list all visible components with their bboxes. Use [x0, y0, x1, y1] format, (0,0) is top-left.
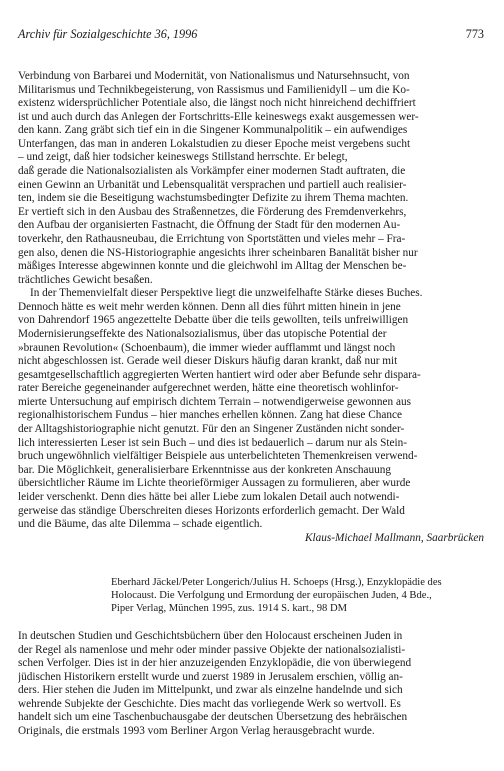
citation-line: Piper Verlag, München 1995, zus. 1914 S. kart., 98 DM	[111, 602, 348, 614]
text-line: Modernisierungseffekte des Nationalsozialismus, über das utopische Potential der	[18, 327, 387, 340]
text-line: schen Verfolger. Dies ist in der hier anzuzeigenden Enzyklopädie, die von überwiegend	[18, 657, 412, 670]
review-paragraph-2	[18, 287, 486, 531]
text-line: Verbindung von Barbarei und Modernität, von Nationalismus und Natursehnsucht, von	[18, 70, 410, 82]
reviewer-signature: Klaus-Michael Mallmann, Saarbrücken	[304, 531, 484, 544]
text-line: bruch ungewöhnlich vielfältiger Beispiele aus unterbelichteten Themenkreisen verwend-	[18, 450, 418, 463]
text-line: trächtliches Gewicht besaßen.	[18, 273, 153, 286]
text-line: der Alltagshistoriographie nicht genutzt. Für den an Singener Zuständen nicht sonder-	[18, 423, 405, 436]
text-line: In der Themenvielfalt dieser Perspektive liegt die unzweifelhafte Stärke dieses Buches.	[30, 287, 423, 300]
text-line: In deutschen Studien und Geschichtsbüchern über den Holocaust erscheinen Juden in	[18, 630, 403, 642]
text-line: rater Bereiche gegeneinander aufgerechnet werden, hätte eine theoretisch wohlinfor-	[18, 382, 399, 395]
text-line: einen Gewinn an Urbanität und Lebensqualität versprachen und partiell auch realisier-	[18, 178, 407, 191]
book-citation	[111, 577, 487, 616]
text-line: bar. Die Möglichkeit, generalisierbare Erkenntnisse aus der konkreten Anschauung	[18, 463, 392, 476]
text-line: ders. Hier stehen die Juden im Mittelpunkt, und zwar als einzelne handelnde und sich	[18, 684, 403, 697]
text-line: den Aufbau der organisierten Fastnacht, die Öffnung der Stadt für den modernen Au-	[18, 219, 401, 232]
text-line: »braunen Revolution« (Schoenbaum), die immer wieder aufflammt und längst noch	[18, 341, 396, 354]
journal-title: Archiv für Sozialgeschichte 36, 1996	[18, 27, 198, 41]
text-line: Unterfangen, das man in anderen Lokalstudien zu dieser Epoche meist vergebens sucht	[18, 137, 411, 150]
text-line: ist und auch durch das Anlegen der Fortschritts-Elle keineswegs exakt ausgemessen wer-	[18, 110, 419, 123]
text-line: Er vertieft sich in den Ausbau des Straßennetzes, die Förderung des Fremdenverkehrs,	[18, 205, 407, 218]
text-line: handelt sich um eine Taschenbuchausgabe der deutschen Übersetzung des hebräischen	[18, 711, 408, 724]
text-line: mierte Untersuchung auf empirisch dichtem Terrain – notwendigerweise gewonnen aus	[18, 395, 411, 408]
text-line: existenz widersprüchlicher Potentiale also, die längst noch nicht hinreichend dechiffriert	[18, 97, 416, 110]
text-line: Militarismus und Technikbegeisterung, von Rassismus und Familienidyll – um die Ko-	[18, 83, 410, 96]
text-line: Dennoch hätte es weit mehr werden können. Denn all dies führt mitten hinein in jene	[18, 300, 401, 313]
review-paragraph-1	[18, 70, 486, 287]
text-line: wehrende Subjekte der Geschichte. Dies macht das vorliegende Werk so wertvoll. Es	[18, 697, 401, 710]
text-line: der Regel als namenlose und mehr oder minder passive Objekte der nationalsozialisti-	[18, 643, 406, 656]
text-line: übersichtlicher Räume im Lichte theorieförmiger Aussagen zu formulieren, aber wurde	[18, 477, 411, 490]
text-line: jüdischen Historikern erstellt wurde und zuerst 1989 in Jerusalem erschien, völlig an-	[18, 670, 403, 683]
text-line: mäßiges Interesse abgewinnen konnte und die gleichwohl im Alltag der Menschen be-	[18, 260, 407, 273]
text-line: regionalhistorischem Fundus – hier manches erhellen können. Zang hat diese Chance	[18, 409, 402, 422]
review-paragraph-3	[18, 630, 486, 739]
text-line: gerweise das ständige Überschreiten dieses Horizonts erforderlich gemacht. Der Wald	[18, 504, 405, 517]
text-line: von Dahrendorf 1965 angezettelte Debatte über die teils gewollten, teils unfreiwilligen	[18, 314, 409, 327]
citation-line: Eberhard Jäckel/Peter Longerich/Julius H. Schoeps (Hrsg.), Enzyklopädie des	[111, 577, 442, 588]
citation-line: Holocaust. Die Verfolgung und Ermordung der europäischen Juden, 4 Bde.,	[111, 589, 432, 601]
text-line: toverkehr, den Rathausneubau, die Errichtung von Sportstätten und vieles mehr – Fra-	[18, 232, 406, 245]
text-line: gen also, denen die NS-Historiographie angesichts ihrer scheinbaren Banalität bisher nur	[18, 246, 418, 259]
text-line: den kann. Zang gräbt sich tief ein in die Singener Kommunalpolitik – ein aufwendiges	[18, 124, 408, 137]
running-header	[18, 26, 484, 42]
text-line: lich interessierten Leser ist sein Buch – und dies ist bedauerlich – darum nur als Stein-	[18, 436, 407, 449]
review-text-mallmann	[18, 70, 486, 545]
text-line: Originals, die erstmals 1993 vom Berliner Argon Verlag herausgebracht wurde.	[18, 725, 375, 738]
text-line: gesamtgesellschaftlich aggregierten Werten hantiert wird oder aber Befunde sehr dispara-	[18, 368, 421, 381]
text-line: und die Bäume, das alte Dilemma – schade eigentlich.	[18, 518, 263, 531]
text-line: – und zeigt, daß hier todsicher keineswegs Stillstand herrschte. Er belegt,	[18, 151, 348, 164]
review-text-holocaust	[18, 630, 486, 739]
text-line: ten, indem sie die Beseitigung wachstumsbedingter Defizite zu ihrem Thema machten.	[18, 192, 409, 205]
text-line: daß gerade die Nationalsozialisten als Vorkämpfer einer modernen Stadt auftraten, die	[18, 165, 406, 178]
text-line: leider verschenkt. Denn dies hätte bei aller Liebe zum lokalen Detail auch notwendi-	[18, 490, 400, 503]
page-number: 773	[465, 27, 484, 41]
text-line: nicht abgeschlossen ist. Gerade weil dieser Diskurs häufig daran krankt, daß nur mit	[18, 355, 398, 368]
